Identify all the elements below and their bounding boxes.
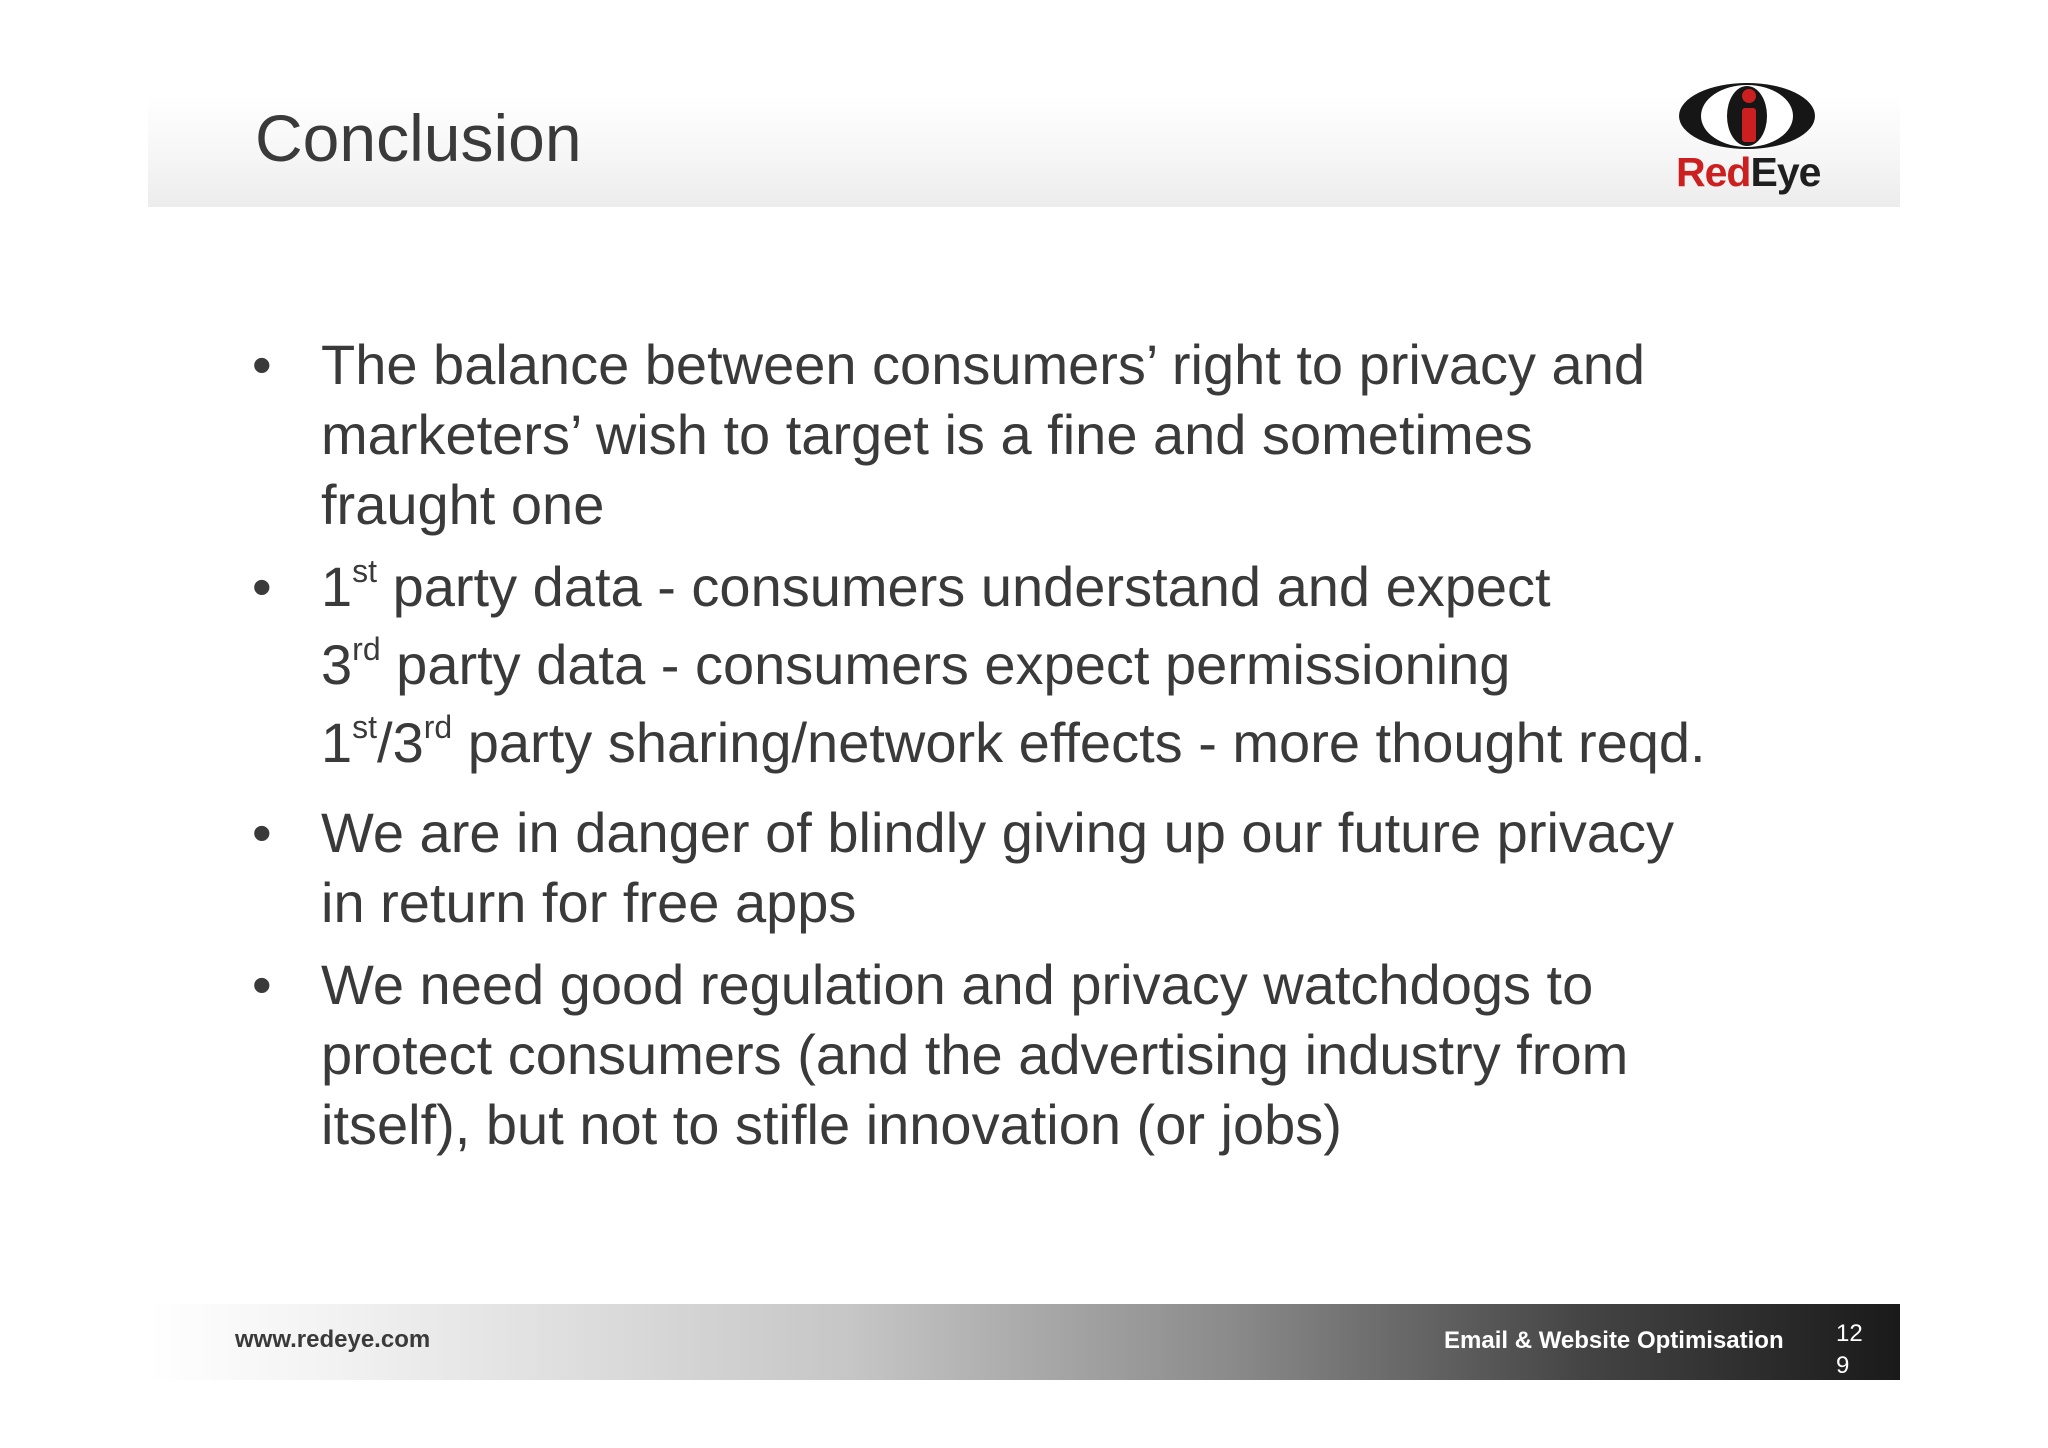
bullet-line: in return for free apps [321, 871, 857, 934]
ordinal-suffix: st [352, 553, 378, 589]
bullet-item [252, 950, 1812, 1160]
line-text: party data - consumers expect permissioning [380, 633, 1511, 696]
logo-wordmark [1676, 149, 1821, 195]
slide-title: Conclusion [255, 101, 582, 175]
ordinal-suffix: st [352, 709, 378, 745]
logo-text-red: Red [1676, 149, 1751, 195]
line-text: party sharing/network effects - more thought reqd. [452, 711, 1706, 774]
bullet-line: protect consumers (and the advertising industry from [321, 1023, 1629, 1086]
eye-logo-icon [1678, 82, 1816, 150]
ordinal-number: 3 [321, 633, 353, 696]
bullet-item [252, 798, 1812, 938]
bullet-line: itself), but not to stifle innovation (or jobs) [321, 1093, 1342, 1156]
logo-text-dark: Eye [1750, 149, 1821, 195]
ordinal-number: /3 [377, 711, 424, 774]
bullet-line [321, 630, 1812, 708]
bullet-item [252, 552, 1812, 786]
bullet-list [252, 330, 1812, 1172]
bullet-line: fraught one [321, 473, 605, 536]
bullet-line: marketers’ wish to target is a fine and sometimes [321, 403, 1533, 466]
footer-url: www.redeye.com [235, 1326, 431, 1353]
bullet-line [321, 708, 1812, 786]
bullet-line [321, 552, 1812, 630]
ordinal-number: 1 [321, 711, 353, 774]
bullet-item [252, 330, 1812, 540]
bullet-line: We need good regulation and privacy watchdogs to [321, 953, 1594, 1016]
bullet-line: We are in danger of blindly giving up our future privacy [321, 801, 1675, 864]
page-number: 129 [1836, 1320, 1863, 1379]
ordinal-suffix: rd [423, 709, 453, 745]
bullet-icon: • [252, 953, 272, 1016]
ordinal-suffix: rd [352, 631, 381, 667]
bullet-icon: • [252, 555, 272, 618]
bullet-line: The balance between consumers’ right to privacy and [321, 333, 1645, 396]
bullet-icon: • [252, 801, 272, 864]
bullet-icon: • [252, 333, 272, 396]
redeye-logo [1672, 82, 1822, 202]
line-text: party data - consumers understand and expect [377, 555, 1551, 618]
footer-tagline: Email & Website Optimisation [1444, 1327, 1784, 1354]
ordinal-number: 1 [321, 555, 353, 618]
